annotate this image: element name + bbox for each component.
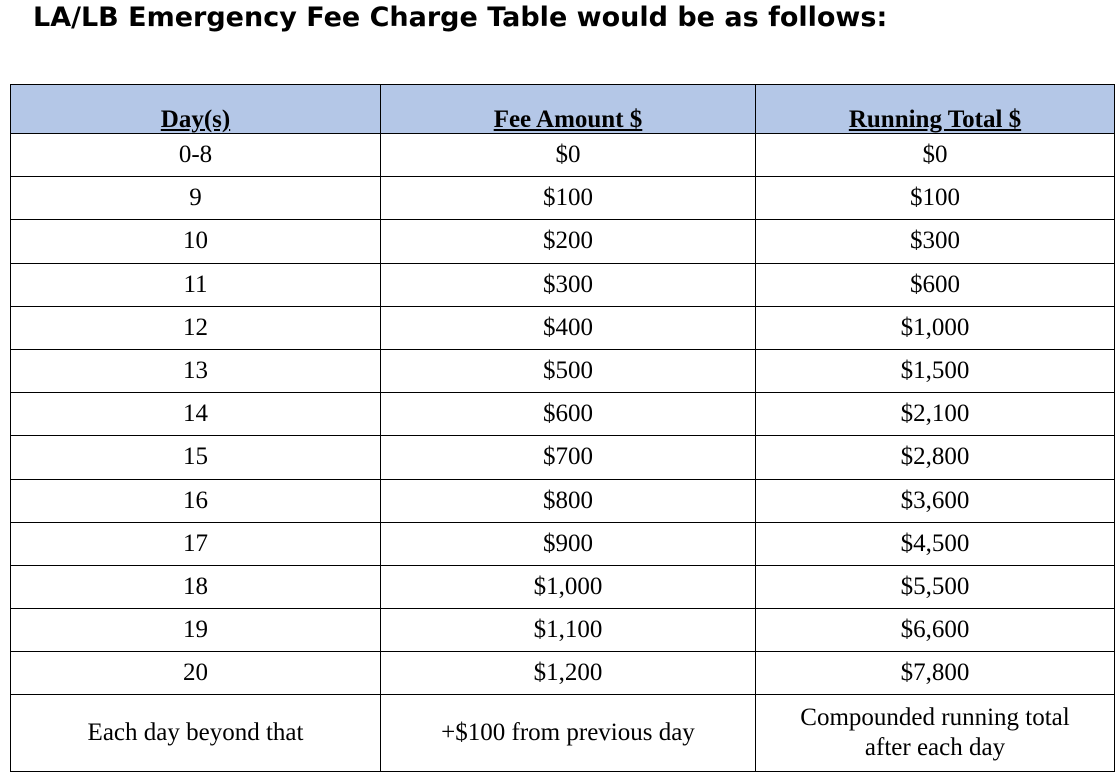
table-row xyxy=(11,220,1115,263)
table-row xyxy=(11,263,1115,306)
cell-days: 9 xyxy=(11,177,381,220)
table-row xyxy=(11,306,1115,349)
cell-days: 15 xyxy=(11,436,381,479)
cell-running-total: $1,000 xyxy=(756,306,1115,349)
cell-running-total: $0 xyxy=(756,134,1115,177)
table-row xyxy=(11,652,1115,695)
cell-days: 18 xyxy=(11,565,381,608)
table-row xyxy=(11,695,1115,772)
cell-running-total: $5,500 xyxy=(756,565,1115,608)
cell-days: 20 xyxy=(11,652,381,695)
cell-running-total: $2,100 xyxy=(756,393,1115,436)
cell-days: 16 xyxy=(11,479,381,522)
cell-fee-amount: $500 xyxy=(381,349,756,392)
cell-fee-amount: $1,200 xyxy=(381,652,756,695)
header-running-total: Running Total $ xyxy=(756,85,1115,134)
cell-days: 19 xyxy=(11,609,381,652)
table-header-row xyxy=(11,85,1115,134)
table-row xyxy=(11,522,1115,565)
cell-days: 13 xyxy=(11,349,381,392)
table-row xyxy=(11,177,1115,220)
cell-fee-amount: $900 xyxy=(381,522,756,565)
cell-fee-amount: $400 xyxy=(381,306,756,349)
header-days: Day(s) xyxy=(11,85,381,134)
table-row xyxy=(11,479,1115,522)
cell-days: 10 xyxy=(11,220,381,263)
cell-days: 14 xyxy=(11,393,381,436)
table-row xyxy=(11,134,1115,177)
cell-days: 17 xyxy=(11,522,381,565)
cell-fee-amount: $800 xyxy=(381,479,756,522)
table-row xyxy=(11,349,1115,392)
cell-fee-amount: $1,000 xyxy=(381,565,756,608)
cell-fee-amount: $200 xyxy=(381,220,756,263)
cell-running-total: $4,500 xyxy=(756,522,1115,565)
cell-running-total: $7,800 xyxy=(756,652,1115,695)
fee-charge-table xyxy=(10,84,1115,772)
page-title: LA/LB Emergency Fee Charge Table would be as follows: xyxy=(33,2,888,33)
cell-days: 0-8 xyxy=(11,134,381,177)
cell-fee-amount: $0 xyxy=(381,134,756,177)
cell-running-total-text: Compounded running total after each day xyxy=(800,704,1070,762)
cell-fee-amount: $1,100 xyxy=(381,609,756,652)
cell-running-total: $1,500 xyxy=(756,349,1115,392)
cell-fee-amount: $300 xyxy=(381,263,756,306)
cell-days: 12 xyxy=(11,306,381,349)
table-row xyxy=(11,565,1115,608)
cell-fee-amount: $600 xyxy=(381,393,756,436)
table-row xyxy=(11,609,1115,652)
cell-fee-amount: +$100 from previous day xyxy=(381,695,756,772)
cell-running-total: $600 xyxy=(756,263,1115,306)
cell-running-total: $6,600 xyxy=(756,609,1115,652)
cell-running-total: $300 xyxy=(756,220,1115,263)
table-row xyxy=(11,436,1115,479)
cell-running-total xyxy=(756,695,1115,772)
table-row xyxy=(11,393,1115,436)
cell-fee-amount: $100 xyxy=(381,177,756,220)
cell-days: 11 xyxy=(11,263,381,306)
cell-running-total: $100 xyxy=(756,177,1115,220)
cell-fee-amount: $700 xyxy=(381,436,756,479)
cell-days: Each day beyond that xyxy=(11,695,381,772)
cell-running-total: $3,600 xyxy=(756,479,1115,522)
cell-running-total: $2,800 xyxy=(756,436,1115,479)
header-fee-amount: Fee Amount $ xyxy=(381,85,756,134)
